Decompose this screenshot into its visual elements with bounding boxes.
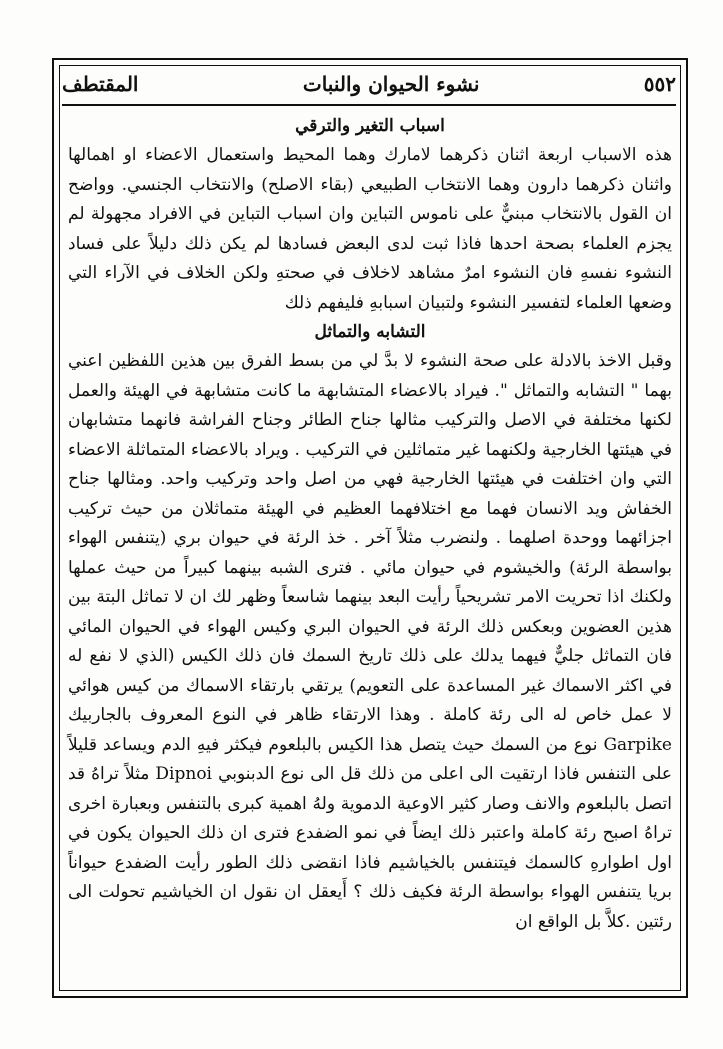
header-rule <box>62 104 676 106</box>
paragraph-similarity: وقبل الاخذ بالادلة على صحة النشوء لا بدَّ لي من بسط الفرق بين هذين اللفظين اعني بهما " التشابه والتماثل ". فيراد بالاعضاء المتشابهة ما كانت متشابهة في الهيئة والعمل لكنها مختلفة في الاصل والتركيب مثالها جناح الطائر وجناح الفراشة فانهما متشابهان في هيئتها الخارجية ولكنهما غير متماثلين في التركيب . ويراد بالاعضاء المتماثلة الاعضاء التي وان اختلفت في هيئتها الخارجية فهي من اصل واحد وتركيب واحد. ومثالها جناح الخفاش ويد الانسان فهما مع اختلافهما العظيم في الهيئة متماثلان من حيث تركيب اجزائهما ووحدة اصلهما . ولنضرب مثلاً آخر . خذ الرئة في حيوان بري (يتنفس الهواء بواسطة الرئة) والخيشوم في حيوان مائي . فترى الشبه بينهما كبيراً من حيث عملها ولكنك اذا تحريت الامر تشريحياً رأيت البعد بينهما شاسعاً وظهر لك ان لا تماثل البتة بين هذين العضوين وبعكس ذلك الرئة في الحيوان البري وكيس الهواء في الحيوان المائي فان التماثل جليٌّ فيهما يدلك على ذلك تاريخ السمك فان ذلك الكيس (الذي لا نفع له في اكثر الاسماك غير المساعدة على التعويم) يرتقي بارتقاء الاسماك من كيس هوائي لا عمل خاص له الى رئة كاملة . وهذا الارتقاء ظاهر في النوع المعروف بالجاربيك Garpike نوع من السمك حيث يتصل هذا الكيس بالبلعوم فيكثر فيهِ الدم ويساعد قليلاً على التنفس فاذا ارتقيت الى اعلى من ذلك قل الى نوع الدبنوبي Dipnoi مثلاً تراهُ قد اتصل بالبلعوم والانف وصار كثير الاوعية الدموية ولهُ اهمية كبرى بالتنفس وبعبارة اخرى تراهُ اصبح رئة كاملة واعتبر ذلك ايضاً في نمو الضفدع فترى ان ذلك الحيوان يكون في اول اطوارهِ كالسمك فيتنفس بالخياشيم فاذا انقضى ذلك الطور رأيت الضفدع حيواناً بريا يتنفس الهواء بواسطة الرئة فكيف ذلك ؟ أَيعقل ان نقول ان الخياشيم تحولت الى رئتين .كلاَّ بل الواقع ان <box>68 351 672 932</box>
page-number: ٥٥٢ <box>643 72 676 96</box>
journal-name: المقتطف <box>62 72 139 96</box>
paragraph-causes: هذه الاسباب اربعة اثنان ذكرهما لامارك وهما المحيط واستعمال الاعضاء او اهمالها واثنان ذكرهما دارون وهما الانتخاب الطبيعي (بقاء الاصلح) والانتخاب الجنسي. وواضح ان القول بالانتخاب مبنيٌّ على ناموس التباين وان اسباب التباين في الافراد مجهولة لم يجزم العلماء بصحة احدها فاذا ثبت لدى البعض فسادها لم يكن ذلك دليلاً على فساد النشوء نفسهِ فان النشوء امرٌ مشاهد لاخلاف في صحتهِ ولكن الخلاف في الآراء التي وضعها العلماء لتفسير النشوء ولتبيان اسبابهِ فليفهم ذلك <box>68 145 672 313</box>
section-title-causes: اسباب التغير والترقي <box>295 116 445 136</box>
section-title-similarity: التشابه والتماثل <box>314 322 426 342</box>
article-title: نشوء الحيوان والنبات <box>302 72 480 96</box>
running-header <box>62 66 676 102</box>
article-body <box>68 112 672 992</box>
